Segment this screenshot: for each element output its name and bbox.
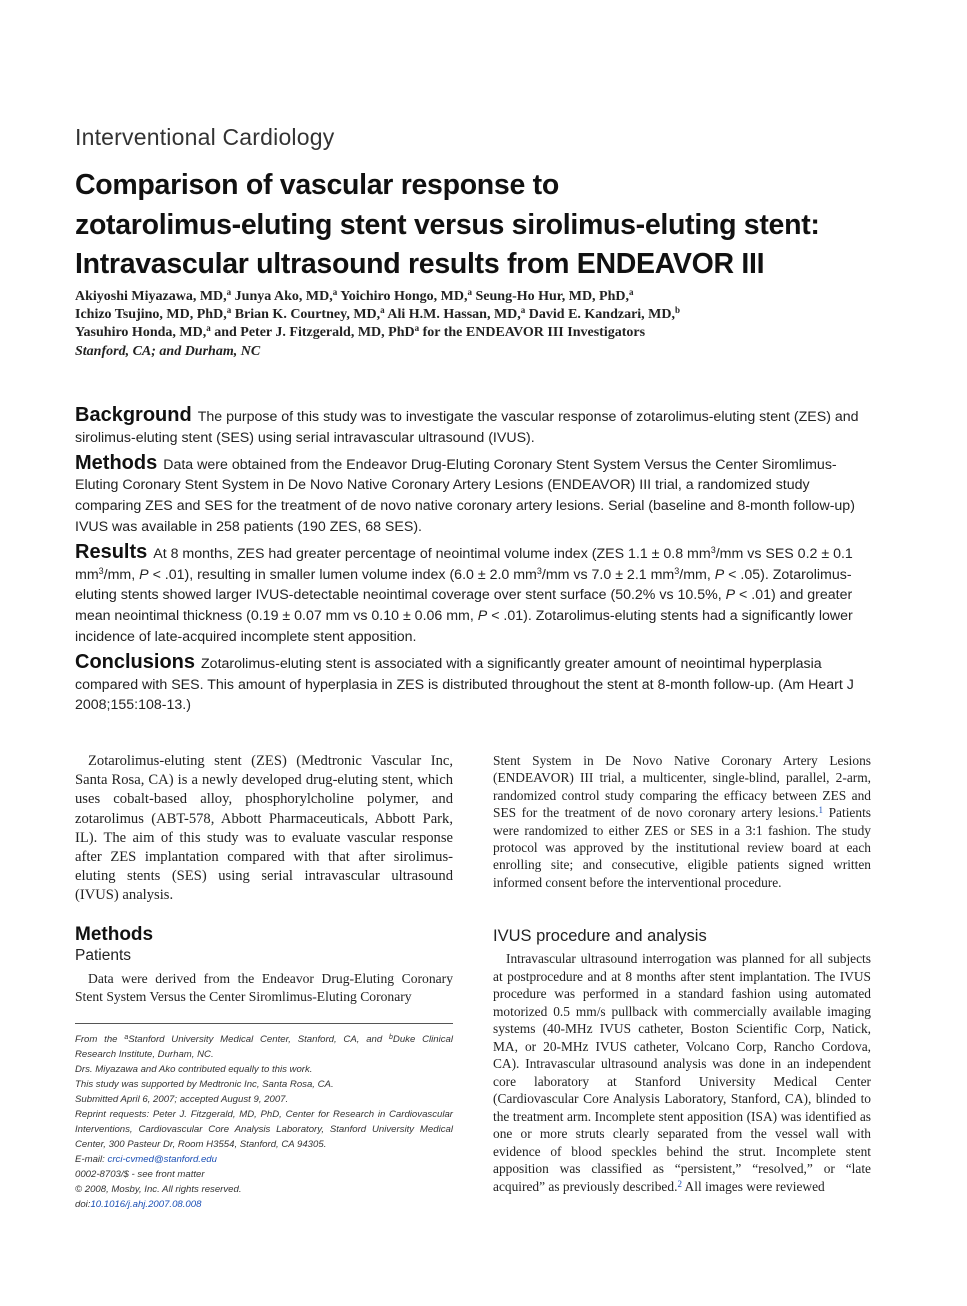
results-text: /mm vs 7.0 ± 2.1 mm: [541, 566, 675, 583]
patients-paragraph-block: [75, 970, 453, 1006]
superscript: 3: [536, 565, 542, 576]
abstract-heading-methods: Methods: [75, 451, 158, 474]
intro-paragraph-block: [75, 752, 453, 906]
abstract-results: [75, 542, 875, 648]
ivus-paragraph: Intravascular ultrasound interrogation was planned for all subjects at postprocedure and at 8 months after stent implantation. The IVUS procedure was performed in a standard fashion using automated motorized 0.5 mm/s pullback with commercially available imaging systems (40-MHz IVUS catheter, Boston Scientific Corp, Natick, MA, or 20-MHz IVUS catheter, Volcano Corp, Rancho Cordova, CA). Intravascular ultrasound analysis was done in an independent core laboratory at Stanford University Medical Center (Cardiovascular Core Analysis Laboratory, Stanford, CA), blinded to the treatment arm. Incomplete stent apposition (ISA) was identified as one or more struts clearly separated from the vessel wall with evidence of blood speckles behind the strut. Incomplete stent apposition was classified as “persistent,” “resolved,” or “late acquired” as previously described.$^2$ All images were reviewed: [493, 951, 871, 1194]
author: Ichizo Tsujino, MD, PhD,: [75, 307, 227, 322]
p-value-symbol: P: [139, 566, 149, 583]
superscript: 3: [674, 565, 680, 576]
intro-paragraph: Zotarolimus-eluting stent (ZES) (Medtronic Vascular Inc, Santa Rosa, CA) is a newly developed drug-eluting stent, which uses cobalt-based alloy, phosphorylcholine polymer, and zotarolimus (ABT-578, Abbott Pharmaceuticals, Abbott Park, IL). The aim of this study was to evaluate vascular response after ZES implantation compared with that after sirolimus-eluting stents (SES) using serial intravascular ultrasound (IVUS) analysis.: [75, 753, 453, 904]
ivus-paragraph-block: [493, 950, 871, 1195]
abstract: [75, 405, 875, 720]
abstract-background-text: The purpose of this study was to investigate the vascular response of zotarolimus-eluting stent (ZES) and sirolimus-eluting stent (SES) using serial intravascular ultrasound (IVUS).: [75, 409, 859, 446]
author-line-2: [75, 306, 915, 324]
author: Ali H.M. Hassan, MD,: [387, 307, 521, 322]
results-text: < .01), resulting in smaller lumen volume index (6.0 ± 2.0 mm: [152, 566, 537, 583]
author-sup: a: [226, 305, 232, 315]
author-sup: a: [520, 305, 526, 315]
study-design-paragraph-block: [493, 752, 871, 891]
footnote-divider: [75, 1023, 453, 1024]
footnote-equal-contribution: Drs. Miyazawa and Ako contributed equally to this work.: [75, 1064, 313, 1075]
author-list: [75, 288, 915, 342]
investigators: for the ENDEAVOR III Investigators: [422, 325, 646, 340]
results-text: /mm,: [103, 566, 136, 583]
author-sup: a: [226, 287, 232, 297]
patients-paragraph: Data were derived from the Endeavor Drug-Eluting Coronary Stent System Versus the Center Siromlimus-Eluting Coronary: [75, 971, 453, 1004]
author: Yoichiro Hongo, MD,: [340, 289, 468, 304]
patients-heading: Patients: [75, 947, 132, 964]
methods-heading: Methods: [75, 924, 154, 945]
author-sup: b: [675, 305, 681, 315]
article-title: [75, 166, 935, 285]
author: and Peter J. Fitzgerald, MD, PhD: [214, 325, 415, 340]
author: Seung-Ho Hur, MD, PhD,: [475, 289, 630, 304]
superscript: 3: [710, 544, 716, 555]
study-design-paragraph: Stent System in De Novo Native Coronary Artery Lesions (ENDEAVOR) III trial, a multicenter, single-blind, parallel, 2-arm, randomized control study comparing the efficacy between ZES and SES for the treatment of de novo coronary artery lesions.$^1$ Patients were randomized to either ZES or SES in a 3:1 fashion. The study protocol was approved by the institutional review board at each enrolling site; and consecutive, eligible patients signed written informed consent before the interventional procedure.: [493, 753, 871, 890]
results-text: < .01) and greater mean neointimal thickness (0.19 ± 0.07 mm vs 0.10 ± 0.06 mm,: [75, 587, 853, 625]
abstract-conclusions: [75, 652, 875, 716]
abstract-heading-conclusions: Conclusions: [75, 650, 196, 673]
title-line-2: zotarolimus-eluting stent versus sirolimus-eluting stent:: [75, 208, 820, 241]
author-sup: a: [380, 305, 385, 315]
author-sup: a: [629, 287, 634, 297]
abstract-conclusions-text: Zotarolimus-eluting stent is associated with a significantly greater amount of neointimal hyperplasia compared with SES. This amount of hyperplasia in ZES is distributed throughout the stent at 8-month follow-up. (Am Heart J 2008;155:108-13.): [75, 655, 854, 714]
author: Akiyoshi Miyazawa, MD,: [75, 289, 227, 304]
footnote-reprint: Reprint requests: Peter J. Fitzgerald, MD, PhD, Center for Research in Cardiovascular Interventions, Cardiovascular Core Analysis Laboratory, Stanford University Medical Center, 300 Pasteur Dr, Room H3554, Stanford, CA 94305.: [75, 1109, 453, 1150]
title-line-1: Comparison of vascular response to: [75, 169, 559, 201]
ivus-heading: IVUS procedure and analysis: [493, 927, 707, 945]
author: Brian K. Courtney, MD,: [234, 307, 381, 322]
author: Yasuhiro Honda, MD,: [75, 325, 207, 340]
footnote-affiliations: From the $^a$Stanford University Medical Center, Stanford, CA, and $^b$Duke Clinical Research Institute, Durham, NC.: [75, 1034, 454, 1060]
footnote-support: This study was supported by Medtronic Inc, Santa Rosa, CA.: [75, 1079, 334, 1090]
abstract-heading-background: Background: [75, 404, 192, 426]
footnote-doi: doi:10.1016/j.ahj.2007.08.008: [75, 1199, 202, 1210]
doi-link[interactable]: 10.1016/j.ahj.2007.08.008: [90, 1199, 202, 1210]
section-label: Interventional Cardiology: [75, 124, 335, 150]
footnotes: [75, 1032, 453, 1212]
footnote-email: E-mail: crci-cvmed@stanford.edu: [75, 1154, 217, 1165]
abstract-methods: [75, 453, 875, 538]
author: David E. Kandzari, MD,: [528, 307, 676, 322]
author-line-1: [75, 288, 915, 306]
footnote-issn: 0002-8703/$ - see front matter: [75, 1169, 205, 1180]
author-line-3: [75, 324, 915, 342]
author: Junya Ako, MD,: [234, 289, 333, 304]
p-value-symbol: P: [725, 587, 736, 604]
citation-link[interactable]: 2: [677, 1178, 682, 1189]
p-value-symbol: P: [714, 566, 725, 583]
results-text: /mm,: [679, 566, 711, 583]
superscript: 3: [98, 565, 104, 576]
results-text: /mm vs SES 0.2 ± 0.1 mm: [75, 545, 853, 583]
author-sup: a: [332, 287, 338, 297]
author-sup: a: [206, 323, 211, 333]
footnote-sup: b: [389, 1034, 393, 1041]
abstract-background: [75, 405, 875, 449]
affiliation: Stanford, CA; and Durham, NC: [75, 344, 261, 359]
footnote-copyright: © 2008, Mosby, Inc. All rights reserved.: [75, 1184, 242, 1195]
citation-link[interactable]: 1: [818, 805, 824, 816]
p-value-symbol: P: [477, 608, 488, 625]
results-text: At 8 months, ZES had greater percentage of neointimal volume index (ZES 1.1 ± 0.8 mm: [153, 545, 711, 562]
footnote-sup: a: [124, 1034, 129, 1041]
email-link[interactable]: crci-cvmed@stanford.edu: [107, 1154, 217, 1165]
abstract-methods-text: Data were obtained from the Endeavor Drug-Eluting Coronary Stent System Versus the Center Siromlimus-Eluting Coronary Stent System in De Novo Native Coronary Artery Lesions (ENDEAVOR) III trial, a randomized study comparing ZES and SES for the treatment of de novo native coronary artery lesions. Serial (baseline and 8-month follow-up) IVUS was available in 258 patients (190 ZES, 68 SES).: [75, 456, 855, 535]
title-line-3: Intravascular ultrasound results from ENDEAVOR III: [75, 248, 765, 280]
abstract-heading-results: Results: [75, 540, 148, 563]
results-text: < .01). Zotarolimus-eluting stents had a significantly lower incidence of late-acquired incomplete stent apposition.: [75, 608, 853, 645]
footnote-submitted: Submitted April 6, 2007; accepted August 9, 2007.: [75, 1094, 289, 1105]
author-sup: a: [414, 323, 420, 333]
results-text: < .05). Zotarolimus-eluting stents showed larger IVUS-detectable neointimal coverage over stent surface (50.2% vs 10.5%,: [75, 566, 852, 604]
author-sup: a: [467, 287, 472, 297]
